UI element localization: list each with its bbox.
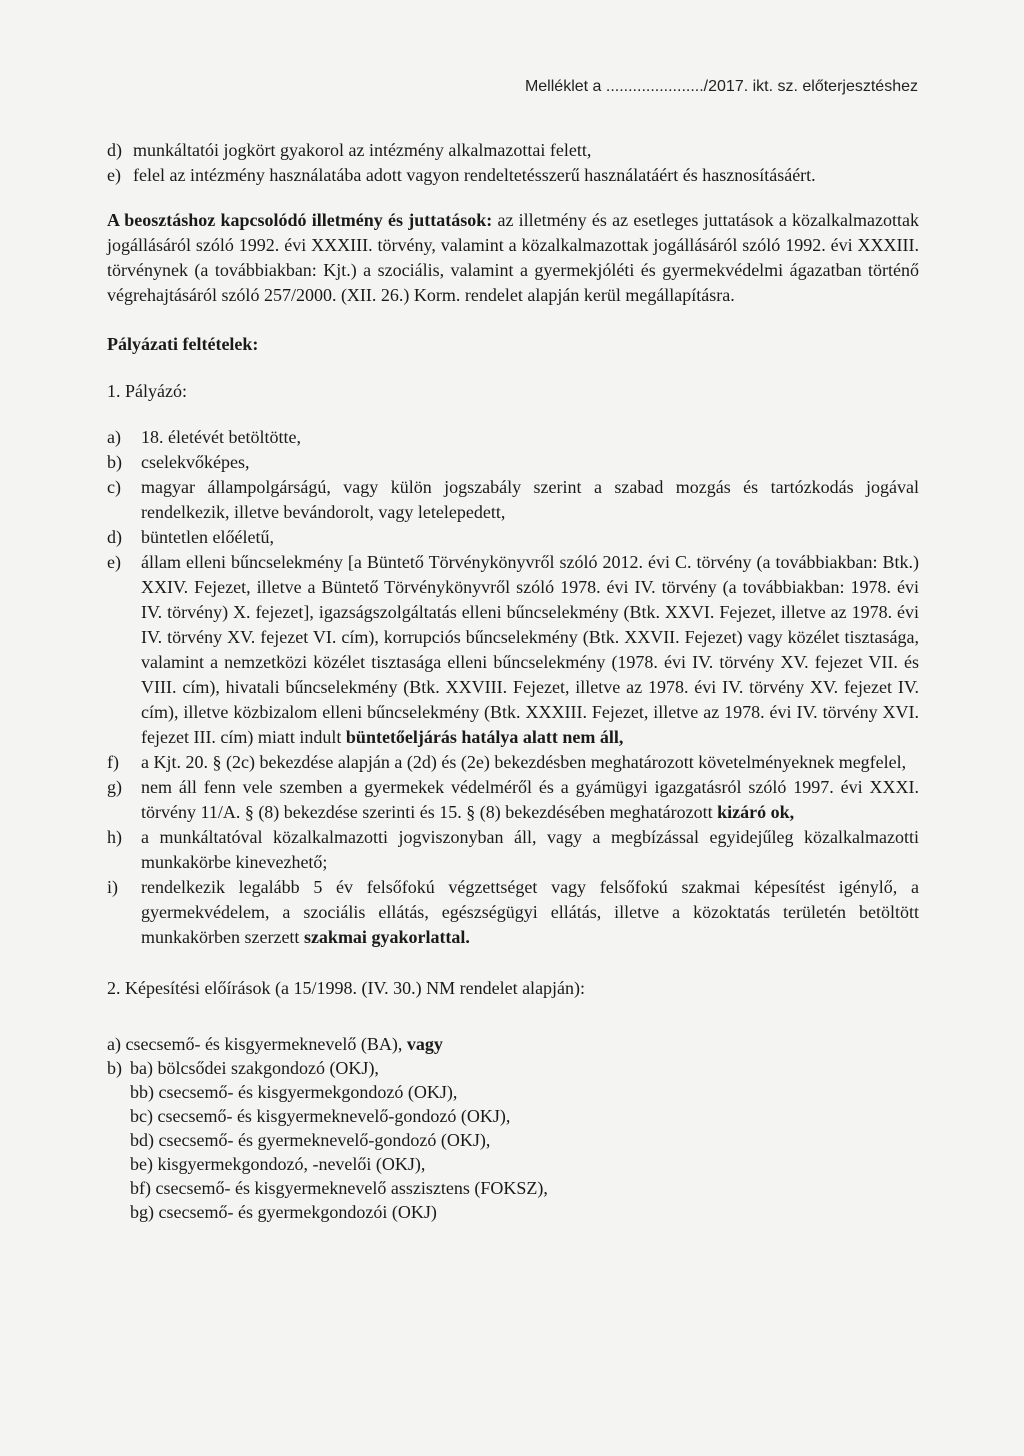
qualification-item: bc) csecsemő- és kisgyermeknevelő-gondozó (OKJ),	[130, 1106, 511, 1126]
salary-paragraph	[107, 208, 919, 308]
list-item	[107, 550, 919, 750]
applicant-title: 1. Pályázó:	[107, 381, 187, 401]
list-item-text: 18. életévét betöltötte,	[141, 427, 301, 447]
list-item-text-bold: büntetőeljárás hatálya alatt nem áll,	[345, 727, 624, 747]
qualifications-list	[107, 1032, 919, 1224]
list-item	[107, 525, 919, 550]
conditions-title	[107, 332, 919, 357]
list-item	[107, 750, 919, 775]
conditions-list	[107, 425, 919, 950]
list-item-text-plain: állam elleni bűncselekmény [a Büntető Törvénykönyvről szóló 2012. évi C. törvény (a továbbiakban: Btk.) XXIV. Fejezet, illetve a Büntető Törvénykönyvről szóló 1978. évi IV. törvény (a továbbiakban: 1978. évi IV. törvény) X. fejezet], igazságszolgáltatás elleni bűncselekmény (Btk. XXVI. Fejezet, illetve az 1978. évi IV. törvény XV. fejezet VI. cím), korrupciós bűncselekmény (Btk. XXVII. Fejezet) vagy közélet tisztasága, valamint a nemzetközi közélet tisztasága elleni bűncselekmény (1978. évi IV. törvény XV. fejezet VII. és VIII. cím), hivatali bűncselekmény (Btk. XXVIII. Fejezet, illetve az 1978. évi IV. törvény XV. fejezet IV. cím), illetve közbizalom elleni bűncselekmény (Btk. XXXIII. Fejezet, illetve az 1978. évi IV. törvény XVI. fejezet III. cím) miatt indult	[141, 552, 919, 747]
list-item	[107, 875, 919, 950]
qualification-item: bd) csecsemő- és gyermeknevelő-gondozó (OKJ),	[130, 1130, 491, 1150]
qualification-item: be) kisgyermekgondozó, -nevelői (OKJ),	[130, 1154, 426, 1174]
list-item-label: a)	[107, 427, 121, 447]
list-item-text-plain: rendelkezik legalább 5 év felsőfokú végzettséget vagy felsőfokú szakmai képesítést igénylő, a gyermekvédelem, a szociális ellátás, egészségügyi ellátás, illetve a közoktatás területén betöltött munkakörben szerzett	[141, 877, 919, 947]
list-item	[107, 475, 919, 525]
list-item-text-bold: szakmai gyakorlattal.	[303, 927, 470, 947]
list-item-text	[141, 550, 919, 750]
list-item-text-plain: nem áll fenn vele szemben a gyermekek védelméről és a gyámügyi igazgatásról szóló 1997. évi XXXI. törvény 11/A. § (8) bekezdése szerinti és 15. § (8) bekezdésében meghatározott	[141, 777, 919, 822]
list-item-text	[141, 775, 919, 825]
list-item	[107, 163, 919, 188]
duties-list	[107, 138, 919, 188]
list-item-text: munkáltatói jogkört gyakorol az intézmény alkalmazottai felett,	[133, 140, 592, 160]
list-item-text-bold: kizáró ok,	[717, 802, 795, 822]
list-item-label: d)	[107, 140, 122, 160]
qualification-item: ba) bölcsődei szakgondozó (OKJ),	[130, 1058, 379, 1078]
list-item-label: d)	[107, 527, 122, 547]
list-item-text: felel az intézmény használatába adott vagyon rendeltetésszerű használatáért és hasznosításáért.	[133, 165, 816, 185]
salary-heading: A beosztáshoz kapcsolódó illetmény és juttatások:	[107, 210, 493, 230]
list-item-label: g)	[107, 777, 122, 797]
qualifications-title: 2. Képesítési előírások (a 15/1998. (IV. 30.) NM rendelet alapján):	[107, 978, 586, 998]
list-item-text: magyar állampolgárságú, vagy külön jogszabály szerint a szabad mozgás és tartózkodás jogával rendelkezik, illetve bevándorolt, vagy letelepedett,	[141, 477, 919, 522]
list-item	[107, 425, 919, 450]
list-item-label: c)	[107, 477, 121, 497]
list-item-label: h)	[107, 827, 122, 847]
list-item	[107, 138, 919, 163]
list-item	[107, 775, 919, 825]
qualification-item: bf) csecsemő- és kisgyermeknevelő asszisztens (FOKSZ),	[130, 1178, 548, 1198]
list-item-label: i)	[107, 877, 118, 897]
list-item	[107, 825, 919, 875]
qualification-b	[107, 1056, 919, 1080]
list-item	[107, 450, 919, 475]
list-item-text: büntetlen előéletű,	[141, 527, 274, 547]
qualification-a-text: a) csecsemő- és kisgyermeknevelő (BA),	[107, 1034, 407, 1054]
salary-text: az illetmény és az esetleges juttatások a közalkalmazottak jogállásáról szóló 1992. évi XXXIII. törvény, valamint a közalkalmazottak jogállásáról szóló 1992. évi XXXIII. törvénynek (a továbbiakban: Kjt.) a szociális, valamint a gyermekjóléti és gyermekvédelmi ágazatban történő végrehajtásáról szóló 257/2000. (XII. 26.) Korm. rendelet alapján kerül megállapításra.	[107, 210, 919, 305]
list-item-label: e)	[107, 165, 121, 185]
qualification-a-or: vagy	[406, 1034, 443, 1054]
qualification-item: bb) csecsemő- és kisgyermekgondozó (OKJ),	[130, 1082, 458, 1102]
conditions-title-text: Pályázati feltételek:	[107, 334, 259, 354]
list-item-label: e)	[107, 552, 121, 572]
list-item-text: cselekvőképes,	[141, 452, 250, 472]
list-item-label: f)	[107, 752, 119, 772]
list-item-text: a munkáltatóval közalkalmazotti jogviszonyban áll, vagy a megbízással egyidejűleg közalkalmazotti munkakörbe kinevezhető;	[141, 827, 919, 872]
list-item-text	[141, 875, 919, 950]
qualification-b-label: b)	[107, 1058, 122, 1078]
list-item-label: b)	[107, 452, 122, 472]
document-body	[107, 138, 919, 1224]
page-header: Melléklet a ....................../2017. ikt. sz. előterjesztéshez	[524, 78, 918, 95]
list-item-text: a Kjt. 20. § (2c) bekezdése alapján a (2d) és (2e) bekezdésben meghatározott követelményeknek megfelel,	[141, 752, 907, 772]
qualification-item: bg) csecsemő- és gyermekgondozói (OKJ)	[130, 1202, 437, 1222]
qualification-a	[107, 1032, 919, 1056]
